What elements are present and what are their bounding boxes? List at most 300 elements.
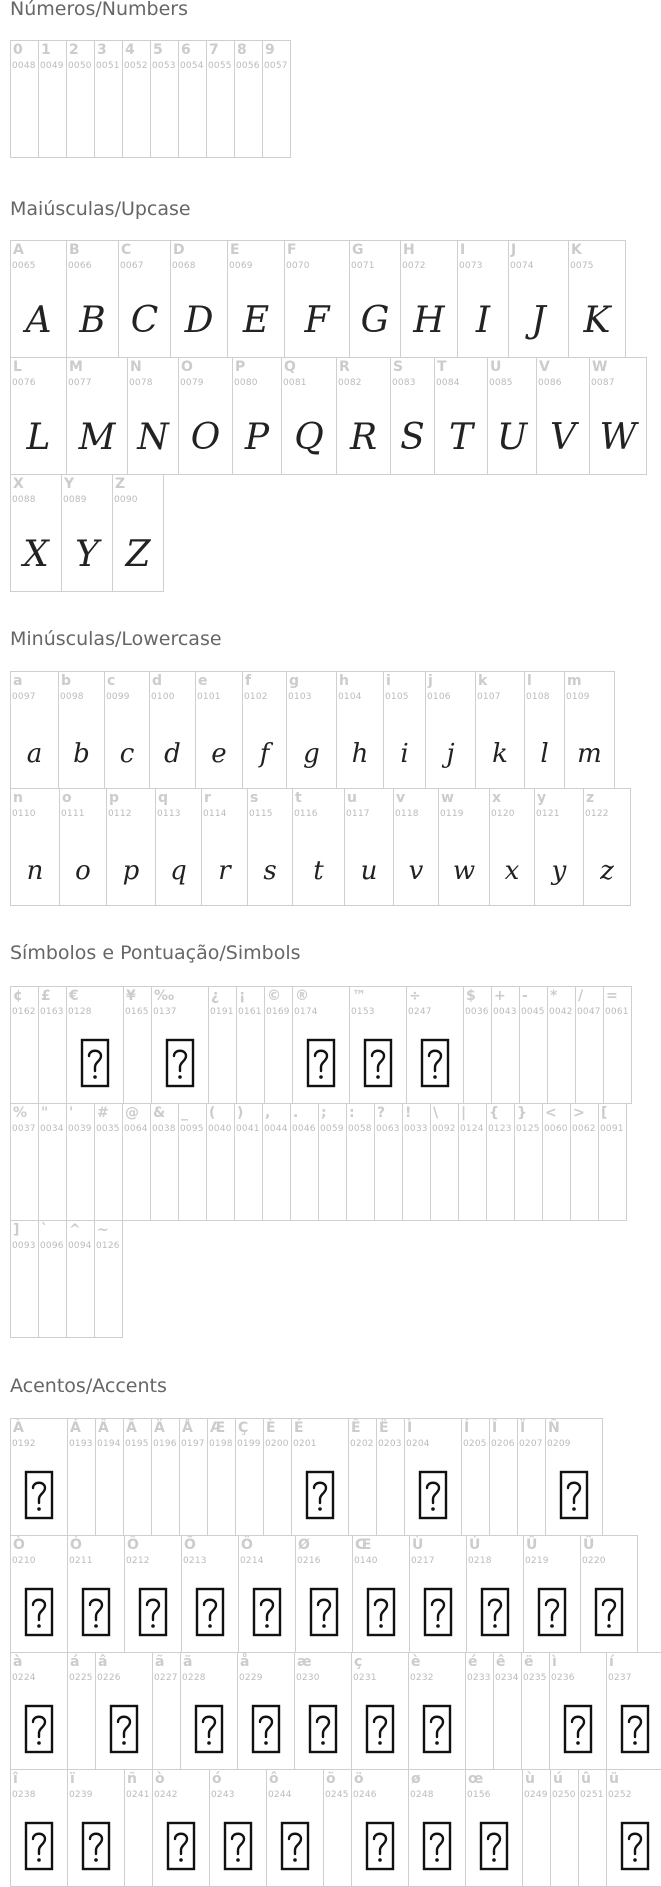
character-code: 0111 [61,809,85,819]
character-code: 0204 [406,1439,430,1449]
character-label: P [235,359,246,375]
character-code: 0210 [12,1556,36,1566]
missing-glyph-icon [423,1587,453,1637]
character-label: 1 [41,42,51,58]
glyph-cell-0193 [67,1418,96,1536]
character-label: m [567,673,582,689]
glyph-cell-0113 [155,788,202,906]
section-title-s-mbolos-e-pontua-o-simbols: Símbolos e Pontuação/Simbols [10,942,301,964]
glyph-cell-0209 [545,1418,603,1536]
character-code: 0115 [249,809,273,819]
glyph-cell-0104 [336,671,384,789]
glyph-cell-0233 [465,1652,494,1770]
character-label: ó [212,1771,222,1787]
character-label: ñ [127,1771,137,1787]
glyph-cell-0119 [438,788,490,906]
glyph-cell-0101 [195,671,243,789]
character-label: L [13,359,22,375]
character-code: 0101 [197,692,221,702]
glyph-cell-0061 [603,986,632,1104]
character-label: l [527,673,532,689]
glyph-cell-0048 [10,40,39,158]
character-code: 0039 [68,1124,92,1134]
character-code: 0227 [154,1673,178,1683]
character-code: 0108 [526,692,550,702]
character-label: ê [496,1654,506,1670]
glyph-cell-0227 [152,1652,181,1770]
glyph-cell-0125 [514,1103,543,1221]
missing-glyph-icon [418,1470,448,1520]
character-code: 0128 [68,1007,92,1017]
glyph-sample: m [577,739,602,769]
glyph-cell-0057 [262,40,291,158]
character-label: Ü [583,1537,595,1553]
character-code: 0228 [182,1673,206,1683]
character-code: 0076 [12,378,36,388]
character-label: À [13,1420,24,1436]
missing-glyph-icon [309,1587,339,1637]
character-label: ® [295,988,309,1004]
character-code: 0226 [97,1673,121,1683]
character-code: 0233 [467,1673,491,1683]
glyph-cell-0063 [374,1103,403,1221]
character-label: € [69,988,79,1004]
character-code: 0077 [68,378,92,388]
missing-glyph-icon [166,1821,196,1871]
glyph-cell-0051 [94,40,123,158]
glyph-sample: V [550,417,576,458]
glyph-sample: W [599,417,637,458]
character-label: h [339,673,349,689]
glyph-sample: H [413,300,445,341]
character-code: 0212 [126,1556,150,1566]
character-label: Ã [126,1420,137,1436]
glyph-cell-0204 [404,1418,462,1536]
character-label: + [494,988,506,1004]
character-label: > [573,1105,585,1121]
character-code: 0120 [491,809,515,819]
character-code: 0169 [266,1007,290,1017]
character-code: 0062 [572,1124,596,1134]
character-label: ö [354,1771,364,1787]
glyph-cell-0033 [402,1103,431,1221]
glyph-cell-0050 [66,40,95,158]
character-label: â [98,1654,108,1670]
glyph-cell-0108 [524,671,565,789]
character-label: e [198,673,208,689]
glyph-cell-0239 [67,1769,125,1887]
character-code: 0238 [12,1790,36,1800]
character-label: Ó [70,1537,82,1553]
character-code: 0224 [12,1673,36,1683]
character-code: 0217 [411,1556,435,1566]
character-label: g [289,673,300,689]
character-label: { [489,1105,499,1121]
character-code: 0209 [547,1439,571,1449]
character-label: M [69,359,83,375]
character-code: 0244 [268,1790,292,1800]
glyph-cell-0128 [66,986,124,1104]
glyph-sample: z [600,856,614,886]
character-code: 0087 [591,378,615,388]
character-code: 0194 [97,1439,121,1449]
glyph-cell-0078 [127,357,179,475]
character-code: 0061 [605,1007,629,1017]
character-label: K [571,242,582,258]
character-code: 0094 [68,1241,92,1251]
character-code: 0083 [392,378,416,388]
character-label: Ï [520,1420,526,1436]
character-label: Ì [407,1420,413,1436]
character-code: 0040 [208,1124,232,1134]
character-label: ¡ [239,988,246,1004]
character-label: \ [433,1105,439,1121]
glyph-cell-0044 [262,1103,291,1221]
glyph-cell-0231 [351,1652,409,1770]
glyph-cell-0224 [10,1652,68,1770]
glyph-sample: p [122,856,140,886]
glyph-sample: e [211,739,227,769]
glyph-sample: d [164,739,181,769]
character-code: 0126 [96,1241,120,1251]
character-label: C [121,242,132,258]
character-code: 0081 [283,378,307,388]
character-label: Ê [351,1420,361,1436]
glyph-cell-0080 [232,357,282,475]
missing-glyph-icon [305,1470,335,1520]
glyph-cell-0075 [568,240,626,358]
glyph-cell-0077 [66,357,128,475]
glyph-cell-0243 [209,1769,267,1887]
glyph-cell-0220 [580,1535,638,1653]
glyph-sample: K [583,300,611,341]
glyph-cell-0191 [208,986,237,1104]
glyph-cell-0094 [66,1220,95,1338]
glyph-cell-0212 [124,1535,182,1653]
glyph-cell-0121 [534,788,584,906]
glyph-cell-0195 [123,1418,152,1536]
glyph-sample: v [408,856,424,886]
character-label: v [396,790,406,806]
glyph-sample: G [360,300,390,341]
character-code: 0092 [432,1124,456,1134]
glyph-cell-0035 [94,1103,123,1221]
glyph-cell-0060 [542,1103,571,1221]
missing-glyph-icon [479,1821,509,1871]
character-code: 0090 [114,495,138,505]
glyph-cell-0076 [10,357,67,475]
missing-glyph-icon [24,1587,54,1637]
character-label: ø [411,1771,421,1787]
character-label: r [204,790,211,806]
glyph-sample: S [400,417,425,458]
character-code: 0239 [69,1790,93,1800]
character-label: ù [525,1771,535,1787]
character-label: ` [41,1222,48,1238]
character-code: 0045 [521,1007,545,1017]
glyph-cell-0230 [294,1652,352,1770]
character-label: ? [377,1105,386,1121]
character-code: 0121 [536,809,560,819]
glyph-cell-0040 [206,1103,235,1221]
glyph-cell-0120 [489,788,535,906]
character-label: Ñ [548,1420,560,1436]
glyph-cell-0248 [408,1769,466,1887]
glyph-cell-0153 [349,986,407,1104]
glyph-cell-0093 [10,1220,39,1338]
missing-glyph-icon [306,1038,336,1088]
character-label: 8 [237,42,247,58]
character-code: 0243 [211,1790,235,1800]
character-label: # [97,1105,109,1121]
character-label: J [511,242,517,258]
character-label: ¿ [211,988,220,1004]
character-code: 0198 [209,1439,233,1449]
glyph-cell-0082 [336,357,391,475]
character-code: 0192 [12,1439,36,1449]
character-label: * [550,988,558,1004]
missing-glyph-icon [559,1470,589,1520]
glyph-cell-0198 [207,1418,236,1536]
missing-glyph-icon [80,1038,110,1088]
character-code: 0079 [180,378,204,388]
glyph-sample: X [23,534,49,575]
character-code: 0122 [585,809,609,819]
glyph-cell-0100 [149,671,196,789]
character-label: w [441,790,454,806]
character-label: 5 [153,42,163,58]
glyph-sample: u [360,856,378,886]
character-code: 0241 [126,1790,150,1800]
glyph-cell-0064 [122,1103,151,1221]
character-code: 0252 [608,1790,632,1800]
character-code: 0251 [580,1790,604,1800]
glyph-sample: c [119,739,135,769]
character-label: Q [284,359,296,375]
glyph-cell-0236 [549,1652,607,1770]
character-label: x [492,790,502,806]
character-code: 0056 [236,61,260,71]
character-label: T [437,359,447,375]
character-code: 0203 [378,1439,402,1449]
character-label: Ë [379,1420,389,1436]
character-label: y [537,790,547,806]
character-code: 0201 [293,1439,317,1449]
character-label: s [250,790,259,806]
glyph-cell-0116 [292,788,345,906]
glyph-sample: I [475,300,491,341]
glyph-sample: J [531,300,546,341]
glyph-cell-0039 [66,1103,95,1221]
character-code: 0080 [234,378,258,388]
character-code: 0193 [69,1439,93,1449]
glyph-cell-0106 [425,671,476,789]
glyph-cell-0079 [178,357,233,475]
character-label: k [478,673,488,689]
character-code: 0162 [12,1007,36,1017]
character-label: ' [69,1105,74,1121]
glyph-cell-0245 [323,1769,352,1887]
glyph-cell-0207 [517,1418,546,1536]
character-label: z [586,790,595,806]
character-code: 0119 [440,809,464,819]
glyph-sample: b [73,739,90,769]
character-code: 0042 [549,1007,573,1017]
character-label: í [609,1654,614,1670]
character-label: Å [182,1420,193,1436]
character-label: o [62,790,72,806]
glyph-sample: s [263,856,277,886]
glyph-sample: C [130,300,159,341]
glyph-cell-0203 [376,1418,405,1536]
character-label: œ [468,1771,484,1787]
character-label: ë [524,1654,534,1670]
character-code: 0036 [465,1007,489,1017]
character-code: 0117 [346,809,370,819]
character-code: 0069 [229,261,253,271]
glyph-cell-0205 [461,1418,490,1536]
missing-glyph-icon [109,1704,139,1754]
glyph-cell-0114 [201,788,248,906]
glyph-cell-0246 [351,1769,409,1887]
character-label: % [13,1105,28,1121]
glyph-cell-0206 [489,1418,518,1536]
glyph-sample: L [26,417,51,458]
character-label: ^ [69,1222,81,1238]
glyph-cell-0123 [486,1103,515,1221]
character-code: 0103 [288,692,312,702]
glyph-cell-0244 [266,1769,324,1887]
character-label: , [265,1105,271,1121]
glyph-cell-0110 [10,788,60,906]
character-code: 0089 [63,495,87,505]
character-label: A [13,242,24,258]
glyph-sample: r [218,856,231,886]
section-title-n-meros-numbers: Números/Numbers [10,0,188,20]
missing-glyph-icon [251,1704,281,1754]
character-code: 0104 [338,692,362,702]
character-code: 0247 [408,1007,432,1017]
character-label: G [352,242,364,258]
character-code: 0051 [96,61,120,71]
character-label: Æ [210,1420,226,1436]
character-label: Œ [355,1537,372,1553]
glyph-cell-0046 [290,1103,319,1221]
character-label: ï [70,1771,75,1787]
character-code: 0246 [353,1790,377,1800]
glyph-sample: y [551,856,567,886]
section-title-acentos-accents: Acentos/Accents [10,1375,167,1397]
glyph-cell-0213 [181,1535,239,1653]
character-code: 0034 [40,1124,64,1134]
glyph-cell-0247 [406,986,464,1104]
character-label: } [517,1105,527,1121]
glyph-row [10,40,291,158]
glyph-cell-0099 [104,671,150,789]
glyph-sample: N [137,417,169,458]
character-code: 0219 [525,1556,549,1566]
glyph-cell-0115 [247,788,293,906]
character-code: 0248 [410,1790,434,1800]
character-code: 0078 [129,378,153,388]
glyph-cell-0250 [550,1769,579,1887]
glyph-cell-0107 [475,671,525,789]
character-label: F [287,242,297,258]
character-code: 0046 [292,1124,316,1134]
character-code: 0035 [96,1124,120,1134]
character-label: . [293,1105,299,1121]
character-code: 0097 [12,692,36,702]
character-code: 0211 [69,1556,93,1566]
character-label: | [461,1105,467,1121]
glyph-cell-0162 [10,986,39,1104]
missing-glyph-icon [81,1821,111,1871]
character-code: 0095 [180,1124,204,1134]
missing-glyph-icon [420,1038,450,1088]
character-code: 0053 [152,61,176,71]
character-code: 0067 [120,261,144,271]
glyph-row [10,788,631,906]
glyph-cell-0081 [281,357,337,475]
character-label: ¥ [126,988,136,1004]
character-label: n [13,790,23,806]
glyph-row [10,671,615,789]
character-code: 0118 [395,809,419,819]
character-label: O [181,359,193,375]
glyph-sample: P [244,417,270,458]
character-label: : [349,1105,355,1121]
glyph-cell-0137 [151,986,209,1104]
character-code: 0230 [296,1673,320,1683]
character-label: Ø [298,1537,310,1553]
character-label: - [522,988,528,1004]
character-code: 0071 [351,261,375,271]
character-code: 0124 [460,1124,484,1134]
character-label: à [13,1654,23,1670]
character-label: ÷ [409,988,421,1004]
character-code: 0041 [236,1124,260,1134]
character-label: u [347,790,357,806]
glyph-cell-0118 [393,788,439,906]
character-label: c [107,673,116,689]
character-code: 0096 [40,1241,64,1251]
glyph-cell-0251 [578,1769,607,1887]
character-code: 0197 [181,1439,205,1449]
glyph-sample: F [304,300,330,341]
character-code: 0038 [152,1124,176,1134]
glyph-cell-0165 [123,986,152,1104]
character-code: 0072 [402,261,426,271]
character-label: [ [601,1105,608,1121]
glyph-cell-0041 [234,1103,263,1221]
character-code: 0195 [125,1439,149,1449]
character-label: Î [492,1420,498,1436]
character-label: X [13,476,24,492]
glyph-cell-0067 [118,240,171,358]
character-code: 0110 [12,809,36,819]
character-code: 0220 [582,1556,606,1566]
glyph-row [10,474,164,592]
glyph-cell-0211 [67,1535,125,1653]
missing-glyph-icon [365,1704,395,1754]
glyph-cell-0074 [508,240,569,358]
glyph-cell-0169 [264,986,293,1104]
character-code: 0093 [12,1241,36,1251]
character-code: 0218 [468,1556,492,1566]
character-label: ò [155,1771,165,1787]
character-code: 0082 [338,378,362,388]
glyph-sample: U [496,417,528,458]
